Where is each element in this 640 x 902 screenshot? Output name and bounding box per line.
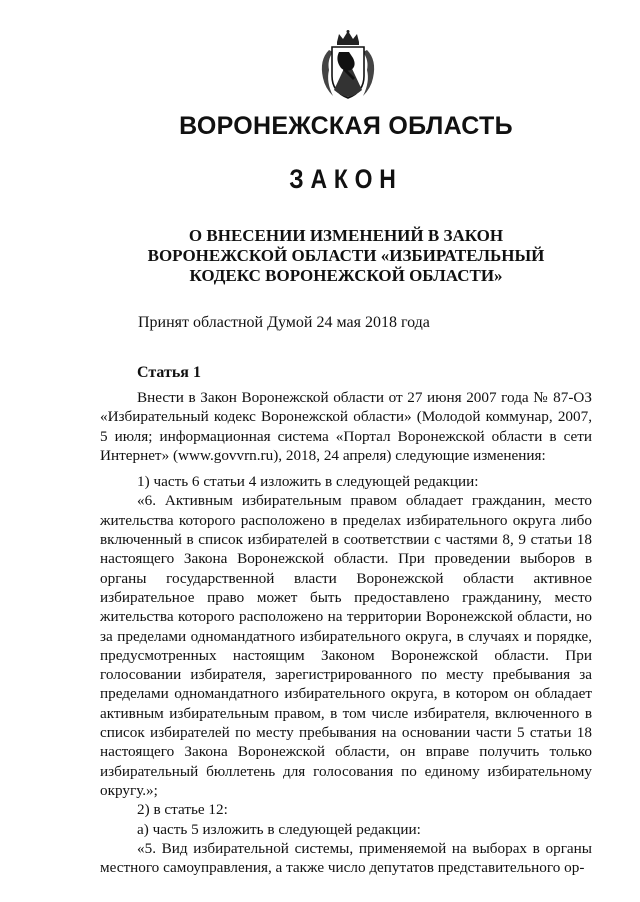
article-paragraph: а) часть 5 изложить в следующей редакции: <box>137 820 421 838</box>
law-title-line: КОДЕКС ВОРОНЕЖСКОЙ ОБЛАСТИ» <box>189 266 503 285</box>
article-paragraph: 1) часть 6 статьи 4 изложить в следующей редакции: <box>137 473 479 491</box>
article-heading: Статья 1 <box>137 364 201 381</box>
article-paragraph: Внести в Закон Воронежской области от 27 июня 2007 года № 87-ОЗ «Избирательный кодекс Воронежской области» (Молодой коммунар, 2007, 5 июля; информационная система «Портал Воронежской области в сети Интернет» (www.govvrn.ru), 2018, 24 апреля) следующие изменения: <box>100 389 592 464</box>
document-type-heading: ЗАКОН <box>289 164 403 194</box>
voronezh-coat-of-arms-emblem <box>315 30 381 102</box>
adoption-date: Принят областной Думой 24 мая 2018 года <box>138 314 430 331</box>
law-title <box>100 226 592 286</box>
article-paragraph: «5. Вид избирательной системы, применяемой на выборах в органы местного самоуправления, а также число депутатов представительного ор- <box>100 839 592 877</box>
law-title-line: ВОРОНЕЖСКОЙ ОБЛАСТИ «ИЗБИРАТЕЛЬНЫЙ <box>147 246 545 265</box>
law-title-line: О ВНЕСЕНИИ ИЗМЕНЕНИЙ В ЗАКОН <box>188 226 504 245</box>
region-heading: ВОРОНЕЖСКАЯ ОБЛАСТЬ <box>179 112 513 140</box>
article-paragraph: 2) в статье 12: <box>137 801 228 819</box>
article-paragraph: «6. Активным избирательным правом обладает гражданин, место жительства которого расположено в пределах избирательного округа либо включенный в список избирателей в соответствии с частями 8, 9 статьи 18 настоящего Закона Воронежской области. При проведении выборов в органы государственной власти Воронежской области активное избирательное право может быть предоставлено гражданину, место жительства которого расположено на территории Воронежской области, но за пределами одномандатного избирательного округа, в случаях и порядке, предусмотренных настоящим Законом Воронежской области. При голосовании избирателя, зарегистрированного по месту пребывания за пределами одномандатного избирательного округа, в котором он обладает активным избирательным правом, в том числе избирателя, включенного в список избирателей по месту пребывания на основании части 5 статьи 18 настоящего Закона Воронежской области, он вправе получить только избирательный бюллетень для голосования по единому избирательному округу.»; <box>100 492 592 799</box>
article-body <box>100 388 592 877</box>
